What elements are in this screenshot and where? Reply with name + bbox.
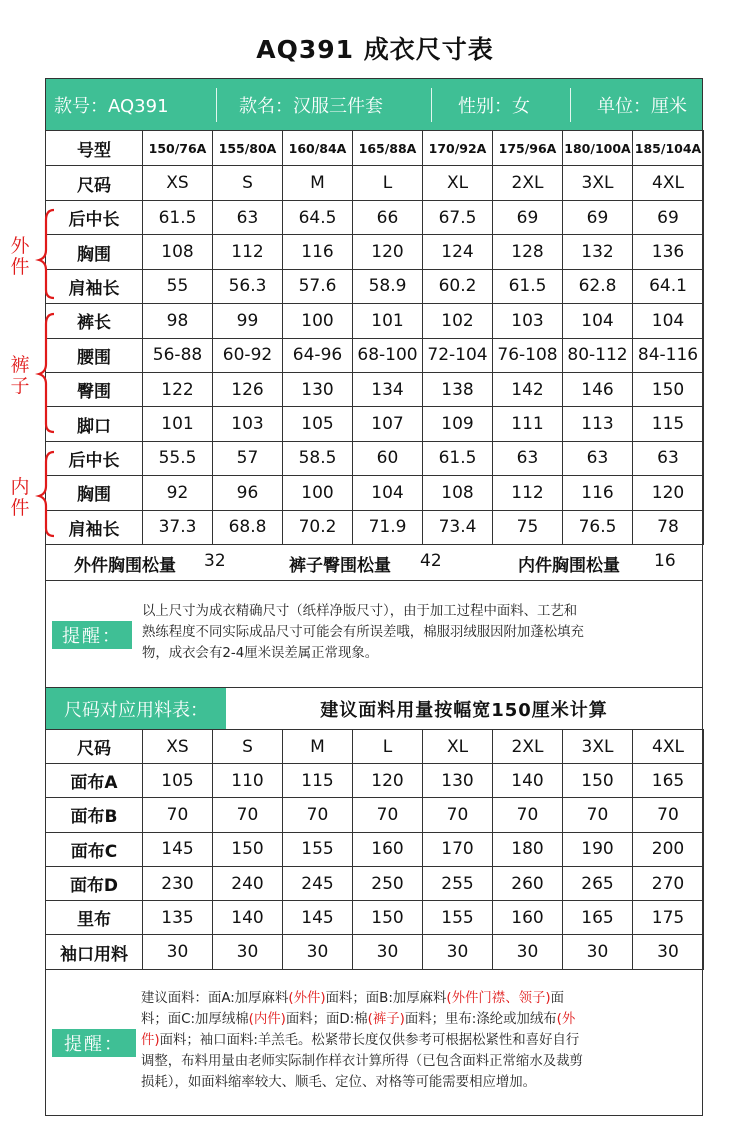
measure-value: 138 [423,372,493,406]
note-segment: 面料；面D:棉 [285,1012,368,1027]
fabric-value: 160 [353,832,423,866]
fabric-size-label: 4XL [633,730,704,764]
fabric-value: 140 [493,764,563,798]
fabric-value: 30 [563,935,633,969]
measure-value: 103 [493,304,563,338]
measure-value: 112 [493,476,563,510]
measure-value: 63 [213,201,283,235]
measure-value: 120 [353,235,423,269]
fabric-name: 面布D [46,866,143,900]
measure-value: 56.3 [213,269,283,303]
fabric-value: 70 [423,798,493,832]
fabric-value: 30 [213,935,283,969]
looseness-row [46,542,702,581]
reminder2-line: 损耗），如面料缩率较大、顺毛、定位、对格等可能需要相应增加。 [141,1075,537,1090]
fabric-size-label: M [283,730,353,764]
reminder-box [46,581,702,688]
fabric-value: 180 [493,832,563,866]
measure-value: 102 [423,304,493,338]
measure-name: 胸围 [46,235,143,269]
fabric-value: 170 [423,832,493,866]
size-code: 150/76A [143,131,213,166]
gender: 性别：女 [458,95,530,117]
measure-value: 150 [633,372,704,406]
measure-value: 61.5 [143,201,213,235]
measure-name: 脚口 [46,407,143,441]
measure-value: 128 [493,235,563,269]
fabric-value: 70 [353,798,423,832]
measure-value: 76-108 [493,338,563,372]
fabric-size-label: 3XL [563,730,633,764]
measure-value: 142 [493,372,563,406]
size-code: 165/88A [353,131,423,166]
measure-row [46,269,704,303]
size-label: M [283,166,353,201]
fabric-row [46,832,704,866]
measure-value: 68-100 [353,338,423,372]
fabric-size-label: 2XL [493,730,563,764]
divider [216,88,217,122]
measure-name: 腰围 [46,338,143,372]
fabric-size-label: L [353,730,423,764]
fabric-value: 30 [143,935,213,969]
fabric-value: 140 [213,901,283,935]
fabric-value: 70 [283,798,353,832]
measure-value: 75 [493,510,563,544]
measure-value: 64.5 [283,201,353,235]
reminder-line: 以上尺寸为成衣精确尺寸（纸样净版尺寸），由于加工过程中面料、工艺和 [142,604,578,619]
measure-value: 126 [213,372,283,406]
size-code: 155/80A [213,131,283,166]
pants-looseness-value: 42 [420,551,442,571]
group-label-inner: 内件 [10,476,30,519]
fabric-size-label: S [213,730,283,764]
size-label: 4XL [633,166,704,201]
size-code: 170/92A [423,131,493,166]
measure-value: 60 [353,441,423,475]
fabric-name: 面布C [46,832,143,866]
measure-row [46,441,704,475]
measure-row [46,407,704,441]
measure-value: 61.5 [423,441,493,475]
size-code-header: 号型 [46,131,143,166]
measure-value: 104 [633,304,704,338]
measure-value: 61.5 [493,269,563,303]
fabric-name: 里布 [46,901,143,935]
fabric-value: 255 [423,866,493,900]
fabric-name: 袖口用料 [46,935,143,969]
size-label-row [46,166,704,201]
fabric-value: 110 [213,764,283,798]
measure-value: 111 [493,407,563,441]
fabric-value: 30 [633,935,704,969]
style-name: 款名：汉服三件套 [239,95,383,117]
measure-value: 69 [633,201,704,235]
fabric-value: 270 [633,866,704,900]
fabric-value: 135 [143,901,213,935]
measure-name: 后中长 [46,441,143,475]
note-segment: 面料；面B:加厚麻料 [325,991,447,1006]
reminder2-line: 调整，布料用量由老师实际制作样衣计算所得（已包含面料正常缩水及裁剪 [141,1054,583,1069]
fabric-value: 130 [423,764,493,798]
measure-value: 55 [143,269,213,303]
pants-looseness-label: 裤子臀围松量 [289,556,391,576]
size-label: 2XL [493,166,563,201]
measure-value: 64-96 [283,338,353,372]
inner-looseness-value: 16 [654,551,676,571]
fabric-size-label: XL [423,730,493,764]
measure-value: 115 [633,407,704,441]
fabric-section-label: 尺码对应用料表： [46,688,226,730]
size-code: 160/84A [283,131,353,166]
group-braces [32,202,62,542]
page-title: AQ391 成衣尺寸表 [256,35,494,64]
fabric-value: 245 [283,866,353,900]
measure-value: 58.9 [353,269,423,303]
measure-value: 69 [563,201,633,235]
measure-value: 67.5 [423,201,493,235]
outer-looseness-label: 外件胸围松量 [74,556,176,576]
note-highlight: (外 [556,1012,576,1027]
measure-value: 37.3 [143,510,213,544]
measure-name: 裤长 [46,304,143,338]
reminder-text [142,601,698,664]
info-bar [46,79,702,130]
fabric-value: 145 [283,901,353,935]
note-highlight: (外件) [288,991,326,1006]
fabric-value: 175 [633,901,704,935]
size-label: XS [143,166,213,201]
measure-value: 104 [353,476,423,510]
outer-looseness-value: 32 [204,551,226,571]
size-code: 185/104A [633,131,704,166]
measure-row [46,476,704,510]
divider [570,88,571,122]
measure-value: 92 [143,476,213,510]
unit: 单位：厘米 [597,95,687,117]
measure-name: 后中长 [46,201,143,235]
reminder2-line [141,1030,697,1051]
note-segment: 面料；里布:涤纶或加绒布 [404,1012,557,1027]
brace-pants [39,314,54,432]
fabric-value: 160 [493,901,563,935]
fabric-value: 265 [563,866,633,900]
fabric-value: 70 [493,798,563,832]
measure-value: 136 [633,235,704,269]
measure-value: 105 [283,407,353,441]
measure-value: 104 [563,304,633,338]
fabric-row [46,901,704,935]
reminder2-line [141,1009,697,1030]
group-label-outer: 外件 [10,235,30,278]
measure-value: 96 [213,476,283,510]
measure-value: 57.6 [283,269,353,303]
fabric-row [46,764,704,798]
measure-row [46,304,704,338]
measure-value: 55.5 [143,441,213,475]
fabric-value: 105 [143,764,213,798]
brace-inner [39,452,54,536]
fabric-section-header [46,688,702,730]
measure-value: 57 [213,441,283,475]
measure-value: 124 [423,235,493,269]
measure-name: 臀围 [46,372,143,406]
fabric-value: 240 [213,866,283,900]
fabric-value: 30 [423,935,493,969]
fabric-row [46,798,704,832]
reminder-line: 熟练程度不同实际成品尺寸可能会有所误差哦，棉服羽绒服因附加蓬松填充 [142,625,584,640]
fabric-size-label: XS [143,730,213,764]
fabric-value: 155 [283,832,353,866]
measure-name: 肩袖长 [46,269,143,303]
note-segment: 建议面料：面A:加厚麻料 [141,991,289,1006]
measure-value: 103 [213,407,283,441]
fabric-value: 190 [563,832,633,866]
fabric-value: 155 [423,901,493,935]
measure-name: 胸围 [46,476,143,510]
measure-value: 120 [633,476,704,510]
fabric-value: 70 [563,798,633,832]
fabric-row [46,935,704,969]
measure-value: 72-104 [423,338,493,372]
note-highlight: 件) [141,1033,160,1048]
measure-row [46,201,704,235]
measure-value: 130 [283,372,353,406]
measure-value: 68.8 [213,510,283,544]
note-segment: 面 [550,991,564,1006]
size-label: L [353,166,423,201]
measure-value: 112 [213,235,283,269]
measure-value: 70.2 [283,510,353,544]
measure-value: 98 [143,304,213,338]
note-segment: 面料；袖口面料:羊羔毛。松紧带长度仅供参考可根据松紧性和喜好自行 [159,1033,580,1048]
measure-name: 肩袖长 [46,510,143,544]
measure-row [46,510,704,544]
fabric-value: 120 [353,764,423,798]
note-segment: 料；面C:加厚绒棉 [141,1012,249,1027]
fabric-value: 200 [633,832,704,866]
size-code-row [46,131,704,166]
fabric-value: 70 [143,798,213,832]
reminder2-label: 提醒： [52,1029,136,1057]
measure-value: 100 [283,476,353,510]
divider [431,88,432,122]
measure-value: 122 [143,372,213,406]
fabric-section-title: 建议面料用量按幅宽150厘米计算 [320,700,608,721]
size-label: 3XL [563,166,633,201]
measure-value: 80-112 [563,338,633,372]
measure-value: 108 [143,235,213,269]
measure-value: 58.5 [283,441,353,475]
size-table [45,130,704,545]
brace-outer [39,210,54,298]
measure-value: 63 [563,441,633,475]
fabric-value: 230 [143,866,213,900]
fabric-value: 165 [633,764,704,798]
note-highlight: (内件) [248,1012,286,1027]
fabric-row [46,866,704,900]
fabric-size-header: 尺码 [46,730,143,764]
measure-value: 60.2 [423,269,493,303]
note-highlight: (裤子) [367,1012,405,1027]
measure-value: 78 [633,510,704,544]
reminder-label: 提醒： [52,621,132,649]
measure-value: 134 [353,372,423,406]
fabric-name: 面布A [46,764,143,798]
size-code: 180/100A [563,131,633,166]
fabric-value: 250 [353,866,423,900]
size-code: 175/96A [493,131,563,166]
fabric-name: 面布B [46,798,143,832]
size-label: XL [423,166,493,201]
reminder-line: 物，成衣会有2-4厘米误差属正常现象。 [142,646,379,661]
fabric-value: 165 [563,901,633,935]
measure-value: 116 [563,476,633,510]
measure-value: 64.1 [633,269,704,303]
measure-value: 107 [353,407,423,441]
fabric-table [45,729,704,970]
size-label: S [213,166,283,201]
measure-value: 99 [213,304,283,338]
measure-value: 73.4 [423,510,493,544]
fabric-value: 150 [563,764,633,798]
size-label-header: 尺码 [46,166,143,201]
fabric-size-row [46,730,704,764]
measure-value: 146 [563,372,633,406]
measure-value: 113 [563,407,633,441]
measure-value: 63 [493,441,563,475]
measure-value: 101 [143,407,213,441]
measure-value: 116 [283,235,353,269]
fabric-value: 115 [283,764,353,798]
measure-value: 84-116 [633,338,704,372]
inner-looseness-label: 内件胸围松量 [518,556,620,576]
fabric-value: 70 [213,798,283,832]
measure-row [46,372,704,406]
reminder2-text [141,988,697,1093]
fabric-value: 145 [143,832,213,866]
fabric-value: 30 [283,935,353,969]
fabric-value: 30 [493,935,563,969]
measure-value: 108 [423,476,493,510]
group-label-pants: 裤子 [10,354,30,397]
measure-value: 62.8 [563,269,633,303]
measure-value: 56-88 [143,338,213,372]
measure-row [46,338,704,372]
measure-value: 101 [353,304,423,338]
measure-value: 60-92 [213,338,283,372]
reminder2-line [141,988,697,1009]
measure-value: 76.5 [563,510,633,544]
note-highlight: (外件门襟、领子) [446,991,551,1006]
fabric-value: 30 [353,935,423,969]
fabric-value: 70 [633,798,704,832]
measure-row [46,235,704,269]
measure-value: 63 [633,441,704,475]
measure-value: 66 [353,201,423,235]
measure-value: 100 [283,304,353,338]
style-number: 款号：AQ391 [54,95,169,117]
fabric-value: 260 [493,866,563,900]
measure-value: 69 [493,201,563,235]
fabric-value: 150 [353,901,423,935]
fabric-value: 150 [213,832,283,866]
measure-value: 132 [563,235,633,269]
measure-value: 71.9 [353,510,423,544]
measure-value: 109 [423,407,493,441]
